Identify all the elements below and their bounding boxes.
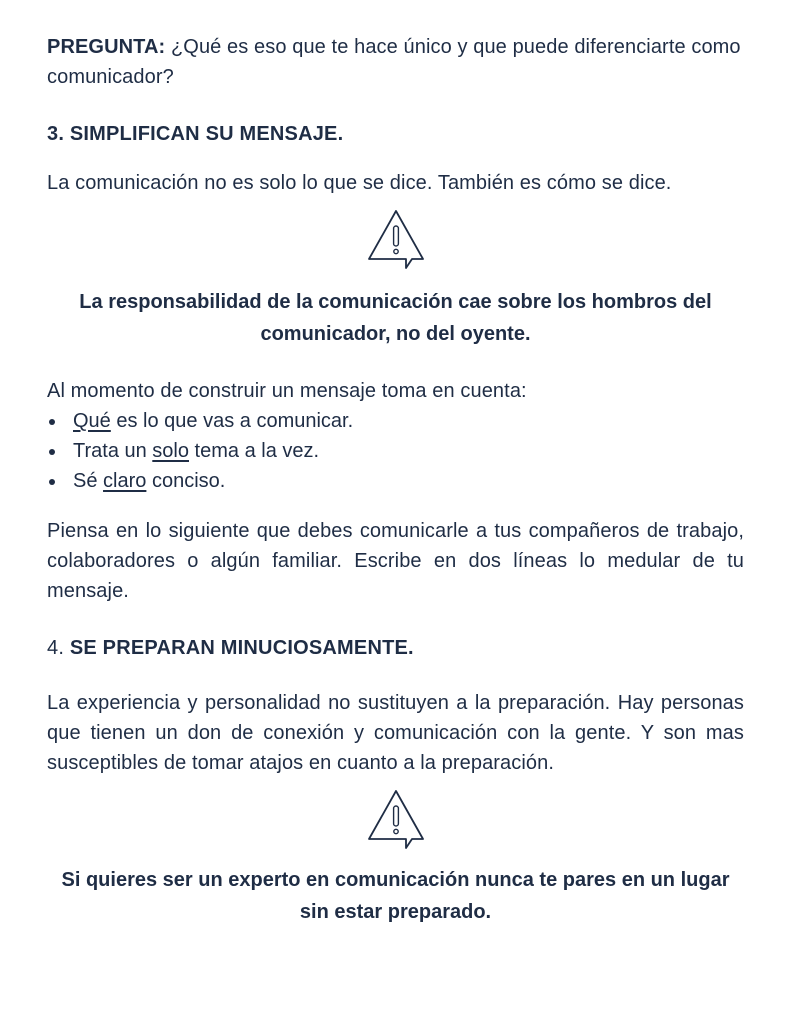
section-4-body: La experiencia y personalidad no sustituyen a la preparación. Hay personas que tienen un don de conexión y comunicación con la gente. Y son mas susceptibles de tomar atajos en cuanto a la preparación.: [47, 692, 744, 774]
warning-triangle-icon: [47, 208, 744, 272]
section-4-callout: Si quieres ser un experto en comunicación nunca te pares en un lugar sin estar preparado.: [61, 869, 730, 923]
question-paragraph: [47, 32, 744, 92]
question-label: PREGUNTA:: [47, 36, 166, 58]
list-item: Qué es lo que vas a comunicar.: [47, 406, 744, 436]
list-item: Sé claro conciso.: [47, 466, 744, 496]
section-4-title: SE PREPARAN MINUCIOSAMENTE.: [64, 637, 414, 659]
section-4-heading: [47, 634, 744, 662]
exercise-paragraph: Piensa en lo siguiente que debes comunicarle a tus compañeros de trabajo, colaboradores o algún familiar. Escribe en dos líneas lo medular de tu mensaje.: [47, 520, 744, 602]
tips-list: [47, 406, 744, 496]
section-3-heading: 3. SIMPLIFICAN SU MENSAJE.: [47, 123, 344, 145]
section-3-callout: La responsabilidad de la comunicación cae sobre los hombros del comunicador, no del oyente.: [79, 291, 712, 345]
warning-triangle-icon: [47, 788, 744, 852]
question-text: ¿Qué es eso que te hace único y que puede diferenciarte como comunicador?: [47, 36, 741, 88]
list-item: Trata un solo tema a la vez.: [47, 436, 744, 466]
section-4-number: 4.: [47, 637, 65, 659]
list-intro: Al momento de construir un mensaje toma en cuenta:: [47, 380, 527, 402]
section-3-intro: La comunicación no es solo lo que se dice. También es cómo se dice.: [47, 172, 672, 194]
